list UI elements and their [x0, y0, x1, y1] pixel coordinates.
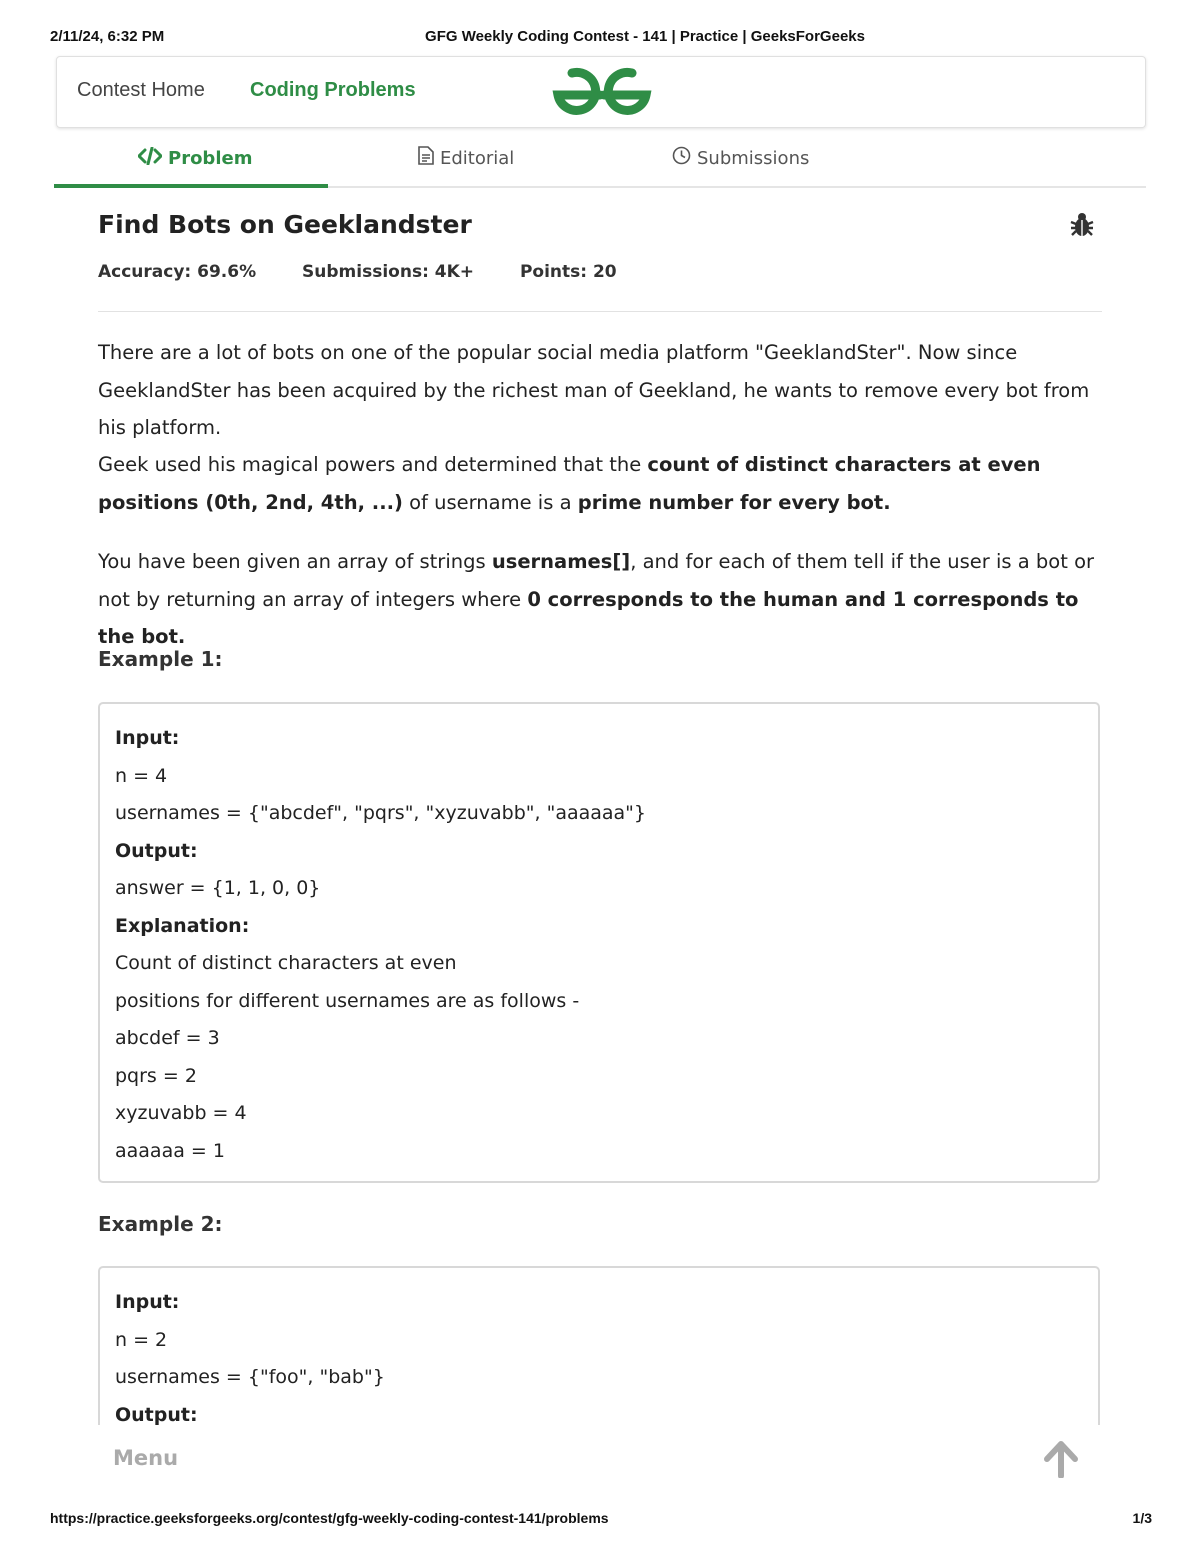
tab-submissions[interactable]	[672, 144, 809, 172]
divider	[98, 311, 1102, 312]
input-usernames: usernames = {"abcdef", "pqrs", "xyzuvabb", "aaaaaa"}	[115, 802, 647, 824]
submissions-stat: Submissions: 4K+	[302, 262, 475, 282]
explanation-line: xyzuvabb = 4	[115, 1102, 247, 1124]
tab-editorial[interactable]	[418, 144, 514, 172]
points-stat: Points: 20	[519, 262, 617, 282]
arrow-up-icon[interactable]	[1043, 1440, 1079, 1482]
print-page-title: GFG Weekly Coding Contest - 141 | Practice | GeeksForGeeks	[425, 28, 865, 45]
explanation-line: abcdef = 3	[115, 1027, 220, 1049]
explanation-line: Count of distinct characters at even	[115, 952, 457, 974]
bottom-bar	[0, 1425, 1200, 1505]
document-icon	[418, 146, 434, 170]
example-2-title: Example 2:	[98, 1212, 223, 1236]
problem-description-para1: There are a lot of bots on one of the popular social media platform "GeeklandSter". Now since GeeklandSter has been acquired by the richest man of Geekland, he wants to remove every bot from his platform.	[98, 341, 1090, 439]
output-label: Output:	[115, 1403, 198, 1426]
tab-editorial-label: Editorial	[440, 147, 515, 169]
gfg-logo-icon[interactable]	[550, 65, 654, 123]
problem-stats	[98, 262, 657, 282]
input-n: n = 4	[115, 764, 168, 787]
print-header	[50, 28, 1150, 48]
menu-button[interactable]: Menu	[113, 1446, 179, 1470]
active-tab-indicator	[54, 184, 328, 188]
tab-problem[interactable]	[138, 144, 252, 172]
problem-title: Find Bots on Geeklandster	[98, 210, 472, 239]
print-footer-url: https://practice.geeksforgeeks.org/contest/gfg-weekly-coding-contest-141/problems	[50, 1510, 609, 1526]
input-usernames: usernames = {"foo", "bab"}	[115, 1366, 385, 1388]
output-answer: answer = {1, 1, 0, 0}	[115, 877, 321, 899]
problem-tabs	[54, 134, 1146, 188]
explanation-line: pqrs = 2	[115, 1064, 197, 1087]
example-1-title: Example 1:	[98, 647, 223, 671]
input-label: Input:	[115, 727, 180, 749]
print-date: 2/11/24, 6:32 PM	[50, 28, 165, 45]
print-page-number: 1/3	[1132, 1510, 1152, 1526]
top-navigation	[56, 56, 1146, 128]
accuracy-stat: Accuracy: 69.6%	[98, 262, 257, 282]
clock-icon	[672, 146, 691, 170]
problem-description-para2: Geek used his magical powers and determined that the count of distinct characters at even positions (0th, 2nd, 4th, ...) of username is a prime number for every bot.	[98, 453, 1041, 514]
output-label: Output:	[115, 839, 198, 862]
example-1-box	[98, 702, 1100, 1183]
bug-report-icon[interactable]	[1068, 211, 1096, 243]
explanation-line: positions for different usernames are as follows -	[115, 989, 580, 1012]
tab-problem-label: Problem	[168, 147, 253, 169]
problem-description-para3: You have been given an array of strings usernames[], and for each of them tell if the user is a bot or not by returning an array of integers where 0 corresponds to the human and 1 corresponds to the bot.	[98, 550, 1095, 648]
explanation-label: Explanation:	[115, 914, 250, 937]
code-icon	[138, 147, 162, 170]
tab-submissions-label: Submissions	[697, 147, 810, 169]
contest-home-link[interactable]: Contest Home	[77, 79, 205, 101]
input-n: n = 2	[115, 1328, 168, 1351]
coding-problems-link[interactable]: Coding Problems	[250, 79, 416, 101]
explanation-line: aaaaaa = 1	[115, 1139, 225, 1162]
input-label: Input:	[115, 1291, 180, 1313]
